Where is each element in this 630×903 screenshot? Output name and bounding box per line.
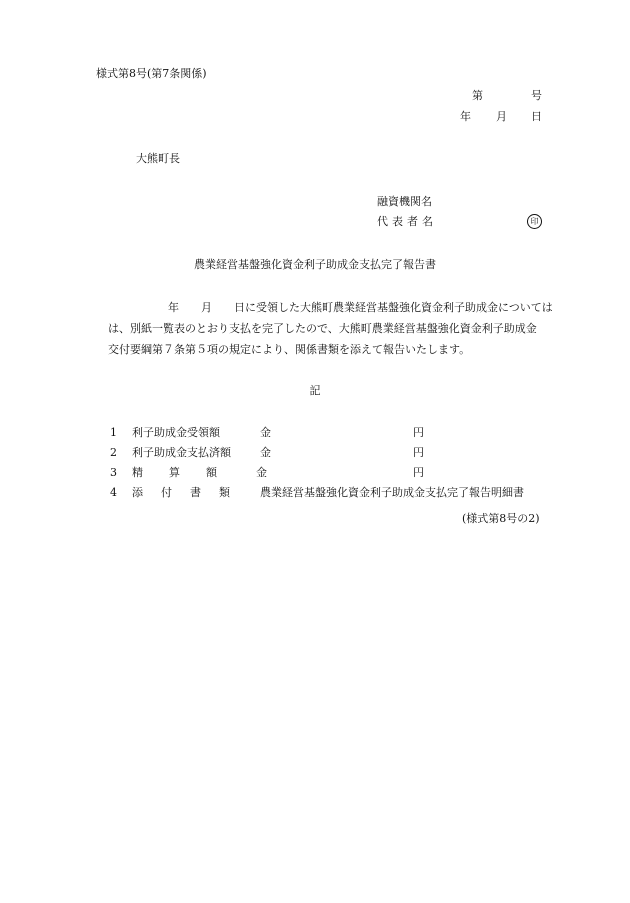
item-value: 農業経営基盤強化資金利子助成金支払完了報告明細書 xyxy=(260,486,524,499)
item-label: 利子助成金支払済額 xyxy=(132,446,231,459)
doc-number-suffix: 号 xyxy=(531,89,542,102)
item-label: 利子助成金受領額 xyxy=(132,426,220,439)
list-item xyxy=(110,486,570,506)
item-kin: 金 xyxy=(256,466,267,479)
item-yen: 円 xyxy=(413,466,424,479)
body-line-2: は、別紙一覧表のとおり支払を完了したので、大熊町農業経営基盤強化資金利子助成金 xyxy=(108,322,537,335)
body-line1-rest: 日に受領した大熊町農業経営基盤強化資金利子助成金については xyxy=(234,301,553,314)
date-year: 年 xyxy=(460,110,471,123)
item-kin: 金 xyxy=(260,426,271,439)
institution-label: 融資機関名 xyxy=(377,195,432,208)
item-label: 添付書類 xyxy=(132,486,248,499)
item-number: 1 xyxy=(110,426,117,439)
body-line-1 xyxy=(108,297,578,318)
item-yen: 円 xyxy=(413,426,424,439)
item-number: 2 xyxy=(110,446,117,459)
date-day: 日 xyxy=(531,110,542,123)
ki-heading: 記 xyxy=(309,384,321,397)
date-month: 月 xyxy=(496,110,507,123)
body-year: 年 xyxy=(168,301,179,314)
item-list xyxy=(110,426,570,506)
body-line-3: 交付要綱第７条第５項の規定により、関係書類を添えて報告いたします。 xyxy=(108,343,471,356)
attachment-note: (様式第8号の2) xyxy=(462,512,540,525)
item-label: 精算額 xyxy=(132,466,243,479)
form-number: 様式第8号(第7条関係) xyxy=(96,67,207,80)
item-kin: 金 xyxy=(260,446,271,459)
seal-text: 印 xyxy=(527,214,542,229)
item-number: 4 xyxy=(110,486,117,499)
item-yen: 円 xyxy=(413,446,424,459)
seal-icon xyxy=(527,214,542,229)
list-item xyxy=(110,426,570,446)
representative-label: 代表者名 xyxy=(377,215,437,228)
list-item xyxy=(110,466,570,486)
list-item xyxy=(110,446,570,466)
body-month: 月 xyxy=(201,301,212,314)
item-number: 3 xyxy=(110,466,117,479)
document-title: 農業経営基盤強化資金利子助成金支払完了報告書 xyxy=(194,258,436,271)
recipient: 大熊町長 xyxy=(136,152,180,165)
doc-number-prefix: 第 xyxy=(472,89,483,102)
body-paragraph xyxy=(108,297,578,360)
